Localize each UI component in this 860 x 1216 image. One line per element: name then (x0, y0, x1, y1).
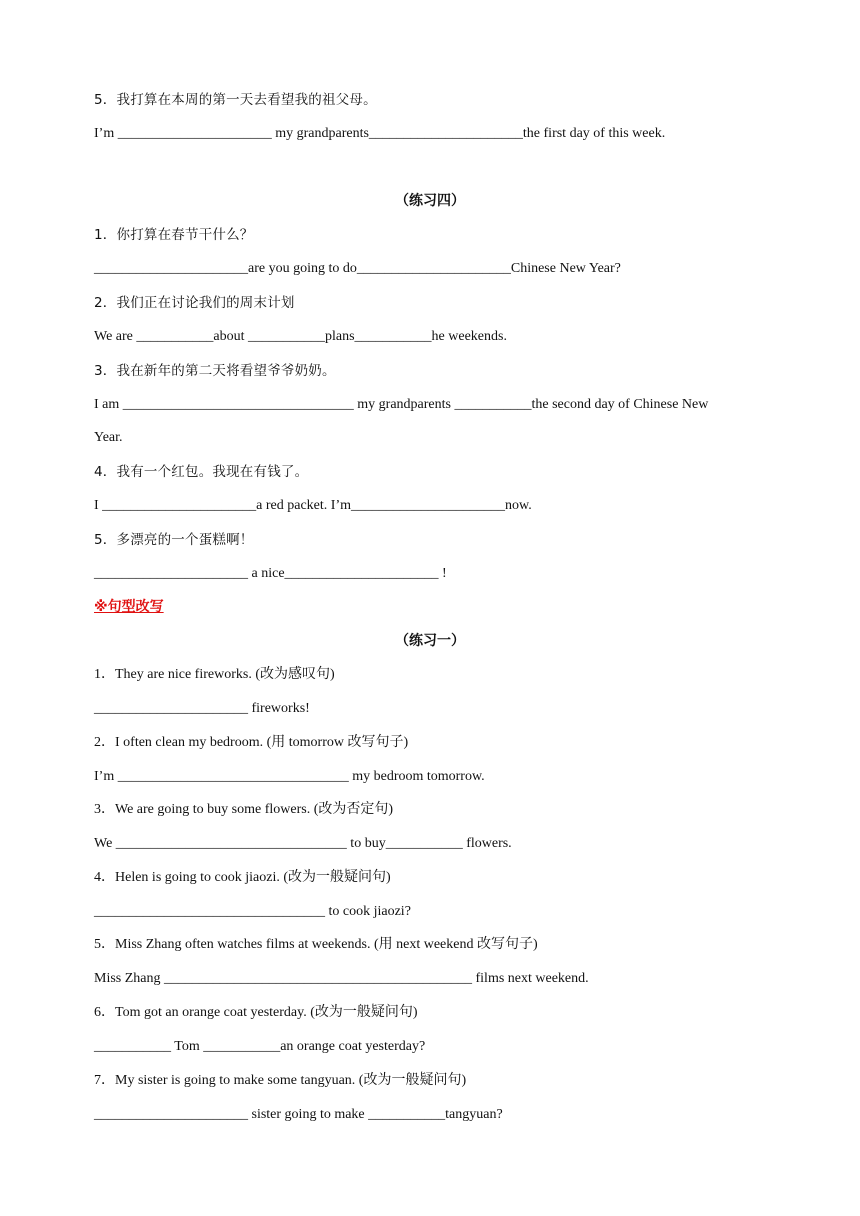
ex1-q1-answer: ______________________ fireworks! (94, 701, 310, 716)
ex1-q3-answer: We _________________________________ to buy___________ flowers. (94, 836, 512, 851)
question-5-prompt: 5．我打算在本周的第一天去看望我的祖父母。 (94, 92, 377, 108)
ex4-q4-answer: I ______________________a red packet. I’m______________________now. (94, 498, 532, 513)
ex1-q1-prompt: 1．They are nice fireworks. (改为感叹句) (94, 667, 335, 682)
ex4-q5-prompt: 5．多漂亮的一个蛋糕啊！ (94, 532, 254, 548)
ex1-q5-prompt: 5．Miss Zhang often watches films at weekends. (用 next weekend 改写句子) (94, 937, 538, 952)
ex4-q4-prompt: 4．我有一个红包。我现在有钱了。 (94, 464, 309, 480)
ex1-q7-answer: ______________________ sister going to make ___________tangyuan? (94, 1107, 503, 1122)
ex4-q1-prompt: 1．你打算在春节干什么？ (94, 227, 254, 243)
ex4-q1-answer: ______________________are you going to do______________________Chinese New Year? (94, 261, 621, 276)
question-5-answer: I’m ______________________ my grandparents______________________the first day of this week. (94, 126, 666, 141)
ex1-q7-prompt: 7．My sister is going to make some tangyuan. (改为一般疑问句) (94, 1073, 467, 1088)
ex1-q2-prompt: 2．I often clean my bedroom. (用 tomorrow 改写句子) (94, 735, 409, 750)
ex4-q3-answer-continued: Year. (94, 430, 123, 445)
ex1-q4-answer: _________________________________ to cook jiaozi? (94, 904, 411, 919)
section-title-sentence-rewrite: ※句型改写 (94, 599, 164, 615)
ex1-q6-prompt: 6．Tom got an orange coat yesterday. (改为一般疑问句) (94, 1005, 418, 1020)
ex4-q2-prompt: 2．我们正在讨论我们的周末计划 (94, 295, 295, 311)
ex4-q3-prompt: 3．我在新年的第二天将看望爷爷奶奶。 (94, 363, 336, 379)
ex1-q6-answer: ___________ Tom ___________an orange coat yesterday? (94, 1039, 426, 1054)
ex1-q5-answer: Miss Zhang ____________________________________________ films next weekend. (94, 971, 589, 986)
ex1-q2-answer: I’m _________________________________ my bedroom tomorrow. (94, 769, 485, 784)
exercise-4-heading: （练习四） (395, 193, 465, 209)
ex1-q4-prompt: 4．Helen is going to cook jiaozi. (改为一般疑问句) (94, 870, 391, 885)
ex4-q2-answer: We are ___________about ___________plans___________he weekends. (94, 329, 507, 344)
ex4-q5-answer: ______________________ a nice______________________ ! (94, 566, 447, 581)
exercise-1-heading: （练习一） (395, 633, 465, 649)
ex1-q3-prompt: 3．We are going to buy some flowers. (改为否定句) (94, 802, 394, 817)
ex4-q3-answer: I am _________________________________ my grandparents ___________the second day of Chinese New (94, 397, 709, 412)
